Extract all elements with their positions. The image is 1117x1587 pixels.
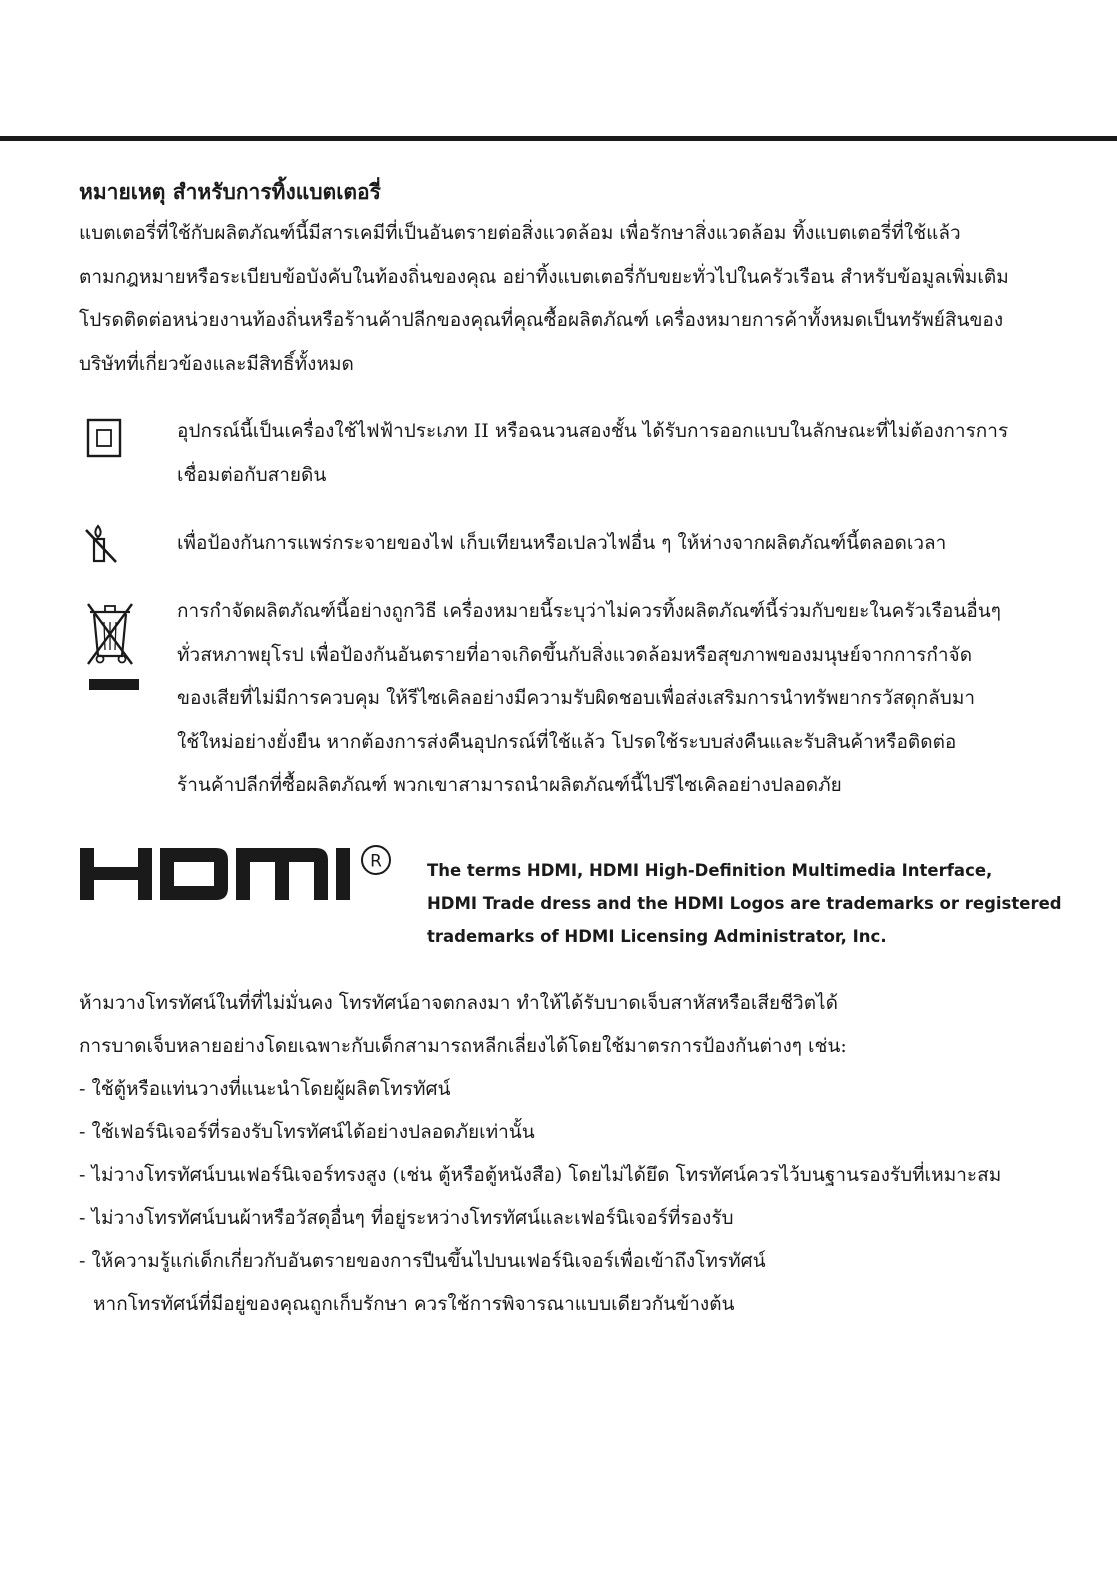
hdmi-trademark-line: The terms HDMI, HDMI High-Definition Multimedia Interface, xyxy=(427,861,993,880)
svg-text:R: R xyxy=(370,851,382,872)
candle-text xyxy=(177,522,946,566)
weee-text xyxy=(177,590,1001,808)
candle-line: เพื่อป้องกันการแพร่กระจายของไฟ เก็บเทียนหรือเปลวไฟอื่น ๆ ให้ห่างจากผลิตภัณฑ์นี้ตลอดเวลา xyxy=(177,532,947,554)
tv-safety-notes xyxy=(79,982,1089,1326)
battery-note-line: ตามกฎหมายหรือระเบียบข้อบังคับในท้องถิ่นของคุณ อย่าทิ้งแบตเตอรี่กับขยะทั่วไปในครัวเรือน สำหรับข้อมูลเพิ่มเติม xyxy=(79,265,1009,288)
battery-note-line: บริษัทที่เกี่ยวข้องและมีสิทธิ์ทั้งหมด xyxy=(79,352,354,375)
battery-note-line: แบตเตอรี่ที่ใช้กับผลิตภัณฑ์นี้มีสารเคมีที่เป็นอันตรายต่อสิ่งแวดล้อม เพื่อรักษาสิ่งแวดล้อม ทิ้งแบตเตอรี่ที่ใช้แล้ว xyxy=(79,222,961,244)
weee-line: ใช้ใหม่อย่างยั่งยืน หากต้องการส่งคืนอุปกรณ์ที่ใช้แล้ว โปรดใช้ระบบส่งคืนและรับสินค้าหรือติดต่อ xyxy=(177,730,957,753)
no-candle-icon xyxy=(78,522,128,570)
safety-bullet: - ไม่วางโทรทัศน์บนเฟอร์นิเจอร์ทรงสูง (เช่น ตู้หรือตู้หนังสือ) โดยไม่ได้ยึด โทรทัศน์ควรไว้บนฐานรองรับที่เหมาะสม xyxy=(79,1164,1002,1186)
hdmi-logo xyxy=(80,842,415,916)
safety-bullet: - ใช้เฟอร์นิเจอร์ที่รองรับโทรทัศน์ได้อย่างปลอดภัยเท่านั้น xyxy=(79,1121,535,1143)
battery-note-heading: หมายเหตุ สำหรับการทิ้งแบตเตอรี่ xyxy=(79,179,381,204)
hdmi-trademark-line: trademarks of HDMI Licensing Administrator, Inc. xyxy=(427,927,887,946)
safety-bullet: - ให้ความรู้แก่เด็กเกี่ยวกับอันตรายของการปีนขึ้นไปบนเฟอร์นิเจอร์เพื่อเข้าถึงโทรทัศน์ xyxy=(79,1250,766,1272)
class2-line: เชื่อมต่อกับสายดิน xyxy=(177,463,327,486)
double-square-icon xyxy=(78,410,124,466)
weee-line: ร้านค้าปลีกที่ซื้อผลิตภัณฑ์ พวกเขาสามารถนำผลิตภัณฑ์นี้ไปรีไซเคิลอย่างปลอดภัย xyxy=(177,774,842,796)
weee-line: การกำจัดผลิตภัณฑ์นี้อย่างถูกวิธี เครื่องหมายนี้ระบุว่าไม่ควรทิ้งผลิตภัณฑ์นี้ร่วมกับขยะในครัวเรือนอื่นๆ xyxy=(177,600,1001,622)
hdmi-trademark-line: HDMI Trade dress and the HDMI Logos are trademarks or registered xyxy=(427,894,1062,913)
safety-bullet: - ใช้ตู้หรือแท่นวางที่แนะนำโดยผู้ผลิตโทรทัศน์ xyxy=(79,1078,451,1100)
weee-line: ของเสียที่ไม่มีการควบคุม ให้รีไซเคิลอย่างมีความรับผิดชอบเพื่อส่งเสริมการนำทรัพยากรวัสดุกลับมา xyxy=(177,687,976,709)
safety-line: หากโทรทัศน์ที่มีอยู่ของคุณถูกเก็บรักษา ควรใช้การพิจารณาแบบเดียวกันข้างต้น xyxy=(93,1293,735,1315)
battery-note-body xyxy=(79,212,1079,386)
hdmi-trademark-text xyxy=(427,854,1062,953)
safety-line: การบาดเจ็บหลายอย่างโดยเฉพาะกับเด็กสามารถหลีกเลี่ยงได้โดยใช้มาตรการป้องกันต่างๆ เช่น: xyxy=(79,1035,847,1057)
hdmi-trademark xyxy=(80,842,1062,962)
safety-bullet: - ไม่วางโทรทัศน์บนผ้าหรือวัสดุอื่นๆ ที่อยู่ระหว่างโทรทัศน์และเฟอร์นิเจอร์ที่รองรับ xyxy=(79,1207,734,1229)
class2-line: อุปกรณ์นี้เป็นเครื่องใช้ไฟฟ้าประเภท II หรือฉนวนสองชั้น ได้รับการออกแบบในลักษณะที่ไม่ต้องการการ xyxy=(177,420,1009,442)
safety-line: ห้ามวางโทรทัศน์ในที่ที่ไม่มั่นคง โทรทัศน์อาจตกลงมา ทำให้ได้รับบาดเจ็บสาหัสหรือเสียชีวิตได้ xyxy=(79,992,838,1014)
class2-text xyxy=(177,410,1008,497)
top-divider xyxy=(0,136,1117,141)
weee-line: ทั่วสหภาพยุโรป เพื่อป้องกันอันตรายที่อาจเกิดขึ้นกับสิ่งแวดล้อมหรือสุขภาพของมนุษย์จากการกำจัด xyxy=(177,643,973,666)
crossed-bin-icon xyxy=(78,590,142,704)
battery-note-line: โปรดติดต่อหน่วยงานท้องถิ่นหรือร้านค้าปลีกของคุณที่คุณซื้อผลิตภัณฑ์ เครื่องหมายการค้าทั้งหมดเป็นทรัพย์สินของ xyxy=(79,309,1004,331)
battery-note xyxy=(79,172,1079,386)
